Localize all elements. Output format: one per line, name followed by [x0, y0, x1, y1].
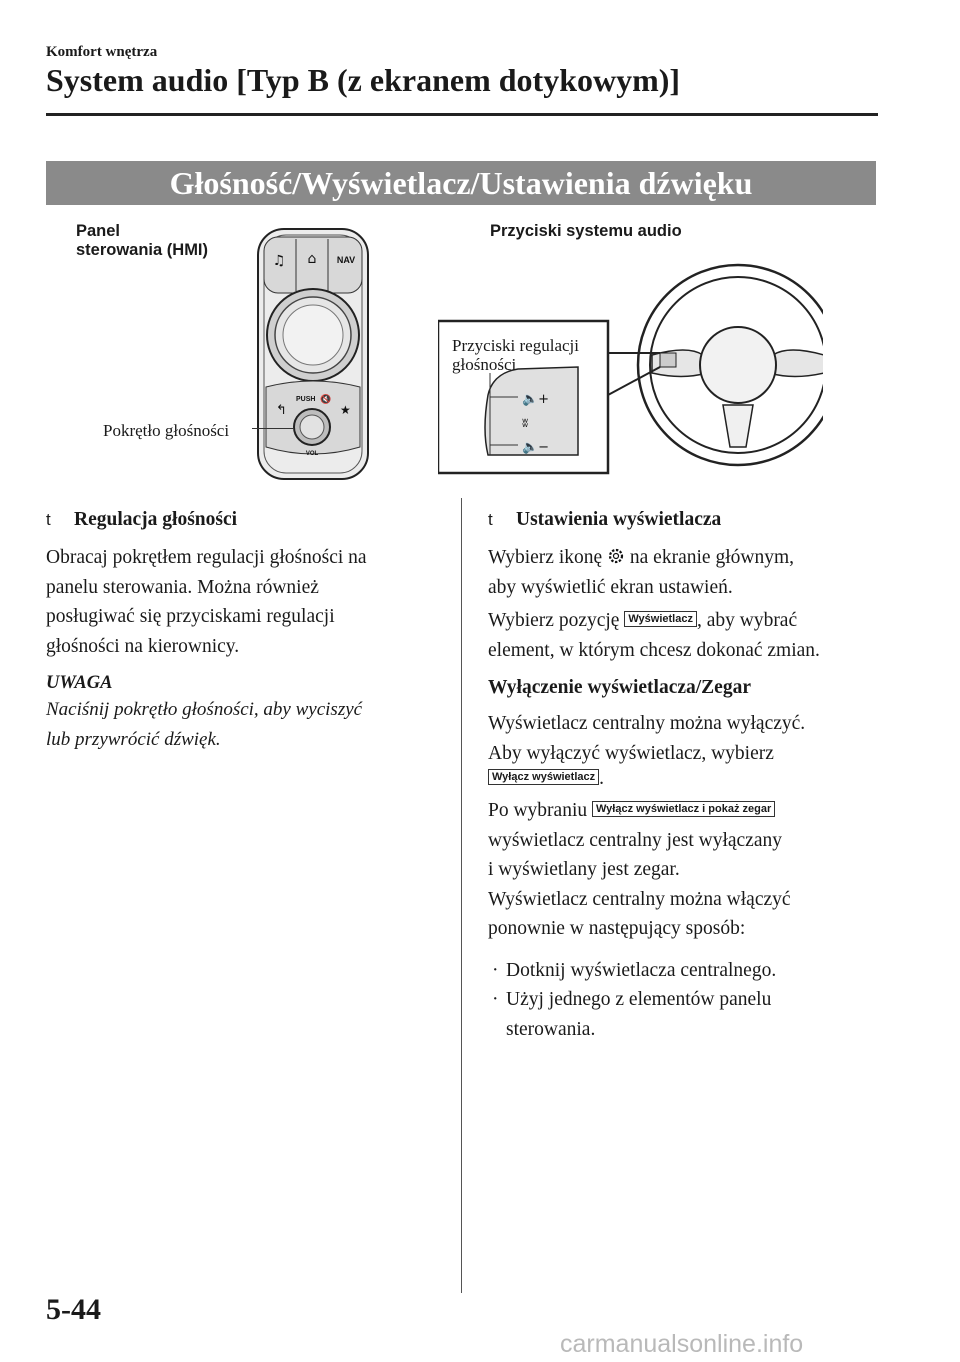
knob-leader-line — [252, 428, 294, 429]
volume-paragraph — [46, 543, 436, 661]
display-off-heading: Wyłączenie wyświetlacza/Zegar — [488, 677, 751, 698]
hmi-panel-illustration — [240, 225, 380, 485]
header-rule — [46, 113, 878, 116]
watermark: carmanualsonline.info — [560, 1330, 804, 1358]
volume-knob-label: Pokrętło głośności — [103, 421, 230, 440]
text-span: Wybierz pozycję — [488, 610, 620, 631]
text-line: wyświetlacz centralny jest wyłączany — [488, 829, 782, 851]
wheel-hub — [700, 327, 776, 403]
audio-buttons-label: Przyciski systemu audio — [490, 222, 682, 240]
settings-gear-icon — [607, 547, 625, 565]
text-span: Wybierz ikonę — [488, 547, 603, 568]
text-span: na ekranie głównym, — [629, 547, 794, 568]
text-line: ponownie w następujący sposób: — [488, 918, 746, 939]
display-off-button: Wyłącz wyświetlacz — [488, 769, 599, 785]
display-paragraph — [488, 543, 908, 665]
list-item — [488, 956, 908, 986]
note-text — [46, 695, 436, 754]
text-line: Wyświetlacz centralny można włączyć — [488, 888, 791, 910]
hmi-panel-label — [76, 222, 208, 260]
column-divider — [461, 498, 462, 1293]
text-line: Aby wyłączyć wyświetlacz, wybierz — [488, 742, 774, 764]
voice-icon: ʬ — [522, 416, 529, 430]
volume-buttons-callout — [452, 336, 579, 374]
text-line: Obracaj pokrętłem regulacji głośności na — [46, 547, 367, 568]
list-item — [488, 985, 908, 1044]
display-option-button: Wyświetlacz — [624, 611, 697, 627]
display-off-paragraph — [488, 709, 908, 944]
music-icon: ♫ — [272, 253, 286, 269]
push-text: PUSH — [296, 396, 316, 403]
volume-up-icon: 🔈+ — [522, 392, 550, 407]
bullet-icon: t — [46, 510, 51, 529]
wake-options-list — [488, 956, 908, 1045]
list-item-text: Użyj jednego z elementów panelu — [506, 989, 772, 1010]
callout-line1: Przyciski regulacji — [452, 336, 579, 355]
right-column — [488, 509, 908, 1044]
favorite-icon: ★ — [340, 403, 351, 417]
page-number: 5-44 — [46, 1293, 101, 1326]
list-item-text: sterowania. — [506, 1018, 596, 1040]
volume-down-icon: 🔈− — [522, 440, 550, 455]
text-line: Wyświetlacz centralny można wyłączyć. — [488, 713, 806, 734]
hmi-label-line1: Panel — [76, 222, 121, 240]
text-line: lub przywrócić dźwięk. — [46, 728, 221, 750]
list-item-text: Dotknij wyświetlacza centralnego. — [506, 959, 777, 981]
list-bullet: · — [492, 989, 499, 1010]
text-line: element, w którym chcesz dokonać zmian. — [488, 639, 820, 661]
text-line: panelu sterowania. Można również — [46, 576, 319, 598]
left-column — [46, 509, 436, 754]
text-line: i wyświetlany jest zegar. — [488, 859, 680, 880]
volume-heading: Regulacja głośności — [74, 509, 238, 530]
section-banner: Głośność/Wyświetlacz/Ustawienia dźwięku — [46, 161, 876, 205]
text-line: Naciśnij pokrętło głośności, aby wyciszyć — [46, 699, 363, 720]
section-label: Komfort wnętrza — [46, 44, 158, 60]
text-line: posługiwać się przyciskami regulacji — [46, 606, 335, 627]
text-line: aby wyświetlić ekran ustawień. — [488, 576, 733, 598]
page-title: System audio [Typ B (z ekranem dotykowym)] — [46, 62, 681, 98]
note-title: UWAGA — [46, 673, 113, 693]
mute-icon: 🔇 — [320, 395, 332, 405]
text-span: . — [599, 768, 604, 789]
vol-text: VOL — [305, 451, 319, 457]
callout-line2: głośności — [452, 355, 517, 374]
bullet-icon: t — [488, 510, 493, 529]
back-icon: ↰ — [276, 403, 287, 418]
text-line: głośności na kierownicy. — [46, 635, 240, 657]
hmi-label-line2: sterowania (HMI) — [76, 241, 209, 259]
list-bullet: · — [492, 959, 499, 981]
display-off-clock-button: Wyłącz wyświetlacz i pokaż zegar — [592, 801, 775, 817]
home-icon: ⌂ — [307, 251, 317, 267]
display-heading: Ustawienia wyświetlacza — [516, 509, 722, 530]
text-span: , aby wybrać — [696, 610, 798, 631]
nav-text: NAV — [336, 255, 356, 265]
text-span: Po wybraniu — [488, 800, 588, 821]
